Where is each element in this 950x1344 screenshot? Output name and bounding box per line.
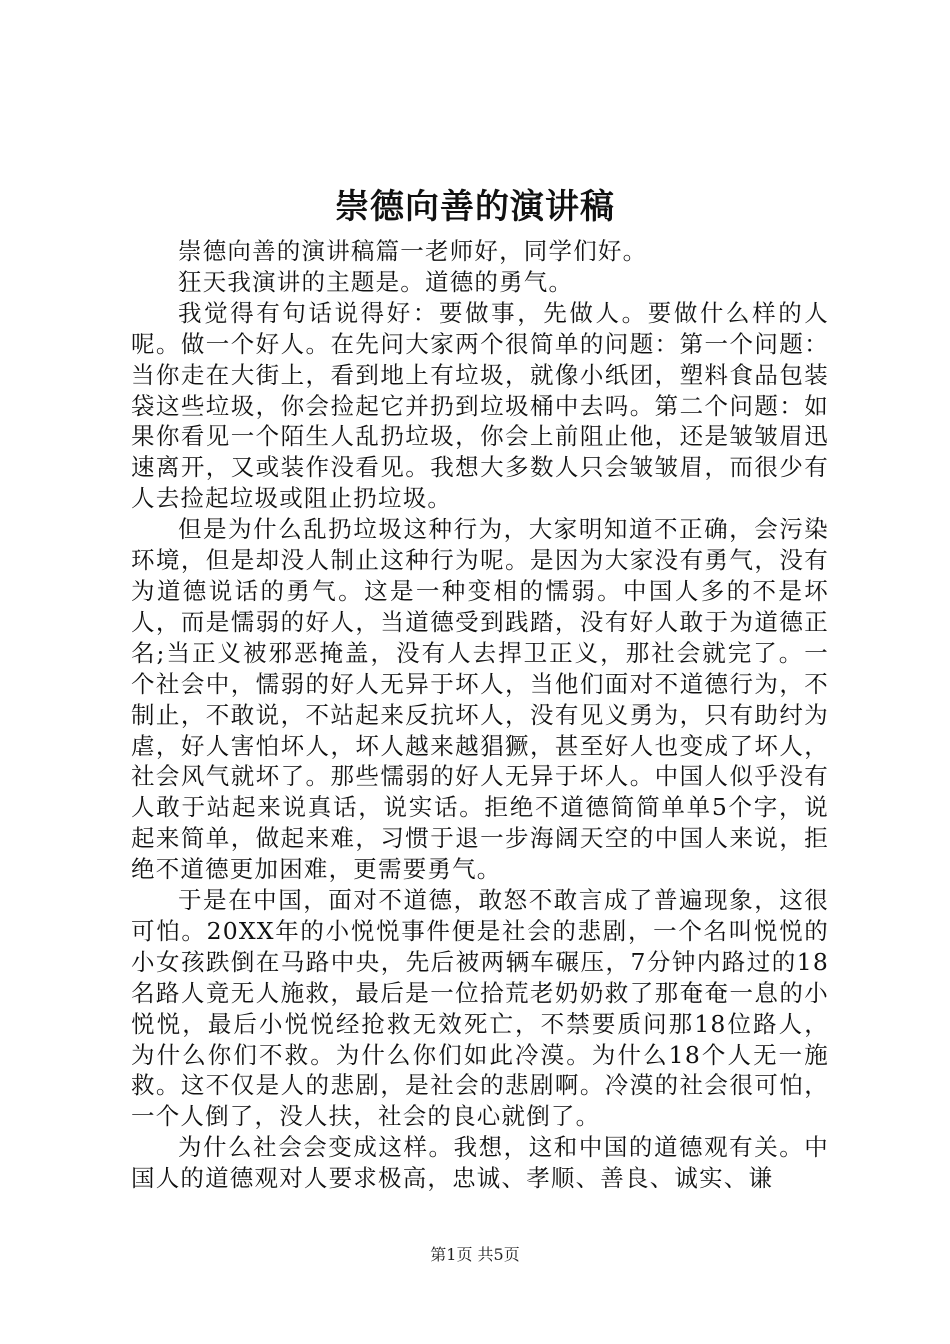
page-number-footer: 第1页 共5页 [430, 1245, 520, 1264]
paragraph: 崇德向善的演讲稿篇一老师好，同学们好。 [178, 237, 648, 265]
paragraph: 但是为什么乱扔垃圾这种行为，大家明知道不正确，会污染环境，但是却没人制止这种行为呢。是因为大家没有勇气，没有为道德说话的勇气。这是一种变相的懦弱。中国人多的不是坏人，而是懦弱的好人，当道德受到践踏，没有好人敢于为道德正名;当正义被邪恶掩盖，没有人去捍卫正义，那社会就完了。一个社会中，懦弱的好人无异于坏人，当他们面对不道德行为，不制止，不敢说，不站起来反抗坏人，没有见义勇为，只有助纣为虐，好人害怕坏人，坏人越来越猖獗，甚至好人也变成了坏人，社会风气就坏了。那些懦弱的好人无异于坏人。中国人似乎没有人敢于站起来说真话，说实话。拒绝不道德简简单单5个字，说起来简单，做起来难，习惯于退一步海阔天空的中国人来说，拒绝不道德更加困难，更需要勇气。 [131, 515, 829, 884]
document-body [131, 236, 829, 1194]
paragraph: 我觉得有句话说得好：要做事，先做人。要做什么样的人呢。做一个好人。在先问大家两个很简单的问题：第一个问题：当你走在大街上，看到地上有垃圾，就像小纸团，塑料食品包装袋这些垃圾，你会捡起它并扔到垃圾桶中去吗。第二个问题：如果你看见一个陌生人乱扔垃圾，你会上前阻止他，还是皱皱眉迅速离开，又或装作没看见。我想大多数人只会皱皱眉，而很少有人去捡起垃圾或阻止扔垃圾。 [131, 298, 829, 513]
paragraph: 狂天我演讲的主题是。道德的勇气。 [178, 267, 574, 296]
paragraph: 于是在中国，面对不道德，敢怒不敢言成了普遍现象，这很可怕。20XX年的小悦悦事件便是社会的悲剧，一个名叫悦悦的小女孩跌倒在马路中央，先后被两辆车碾压，7分钟内路过的18名路人竟无人施救，最后是一位拾荒老奶奶救了那奄奄一息的小悦悦，最后小悦悦经抢救无效死亡，不禁要质问那18位路人，为什么你们不救。为什么你们如此冷漠。为什么18个人无一施救。这不仅是人的悲剧，是社会的悲剧啊。冷漠的社会很可怕，一个人倒了，没人扶，社会的良心就倒了。 [131, 886, 829, 1131]
paragraph: 为什么社会会变成这样。我想，这和中国的道德观有关。中国人的道德观对人要求极高，忠诚、孝顺、善良、诚实、谦 [131, 1133, 829, 1193]
document-title: 崇德向善的演讲稿 [335, 187, 615, 227]
